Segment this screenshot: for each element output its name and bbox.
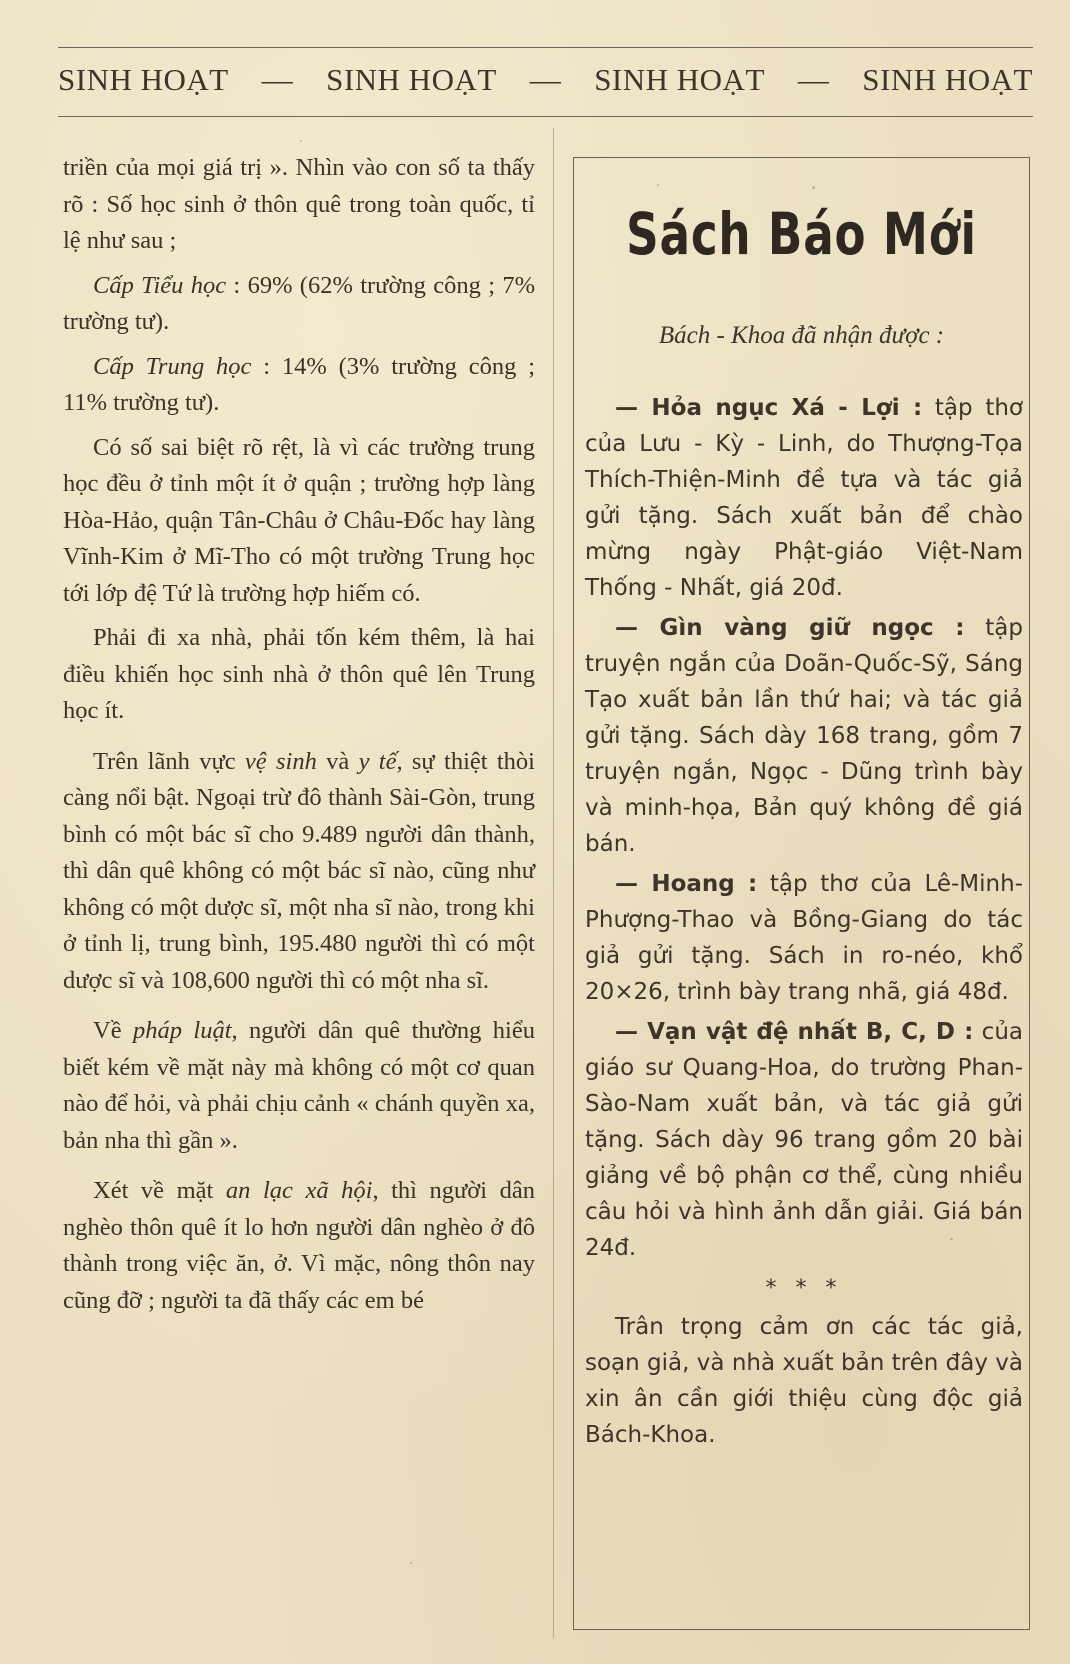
paragraph-law bbox=[63, 1013, 535, 1159]
welfare-text-b: , thì người dân nghèo thôn quê ít lo hơn người dân nghèo ở đô thành trong việc ăn, ở. Vì mặc, nông thôn nay cũng đỡ ; người ta đã thấy các em bé bbox=[63, 1177, 535, 1314]
primary-level-label: Cấp Tiểu học bbox=[93, 271, 227, 299]
column-divider bbox=[553, 128, 554, 1638]
health-em-medical: y tế bbox=[358, 747, 397, 775]
primary-level-stats: : 69% (62% trường công ; 7% trường tư). bbox=[63, 271, 536, 335]
new-books-list bbox=[585, 390, 1023, 1453]
article-column bbox=[63, 150, 535, 1319]
book-entry-4-title: — Vạn vật đệ nhất B, C, D : bbox=[615, 1019, 974, 1045]
law-text-b: , người dân quê thường hiểu biết kém về mặt này mà không có một cơ quan nào để hỏi, và phải chịu cảnh « chánh quyền xa, bản nha thì gần ». bbox=[63, 1017, 535, 1154]
paragraph-1: triền của mọi giá trị ». Nhìn vào con số ta thấy rõ : Số học sinh ở thôn quê trong toàn quốc, tỉ lệ như sau ; bbox=[63, 154, 535, 254]
paragraph-4: Có số sai biệt rõ rệt, là vì các trường trung học đều ở tỉnh một ít ở quận ; trường hợp làng Hòa-Hảo, quận Tân-Châu ở Châu-Đốc hay làng Vĩnh-Kim ở Mĩ-Tho có một trường Trung học tới lớp đệ Tứ là trường hợp hiếm có. bbox=[63, 433, 535, 607]
paragraph-health bbox=[63, 744, 535, 1000]
book-entry-3-title: — Hoang : bbox=[615, 871, 758, 897]
health-em-hygiene: vệ sinh bbox=[244, 747, 317, 775]
book-entry-4-desc: của giáo sư Quang-Hoa, do trường Phan-Sào-Nam xuất bản, và tác giả gửi tặng. Sách dày 96 trang gồm 20 bài giảng về bộ phận cơ thể, cùng nhiều câu hỏi và hình ảnh dẫn giải. Giá bán 24đ. bbox=[585, 1019, 1023, 1261]
paper-speck bbox=[410, 1562, 412, 1564]
paragraph-primary-level bbox=[63, 268, 535, 341]
paragraph-welfare bbox=[63, 1173, 535, 1319]
book-entry-4 bbox=[585, 1014, 1023, 1266]
header-dash-2: — bbox=[529, 62, 562, 97]
book-entry-1 bbox=[585, 390, 1023, 606]
secondary-level-label: Cấp Trung học bbox=[93, 352, 252, 380]
health-text-a: Trên lãnh vực bbox=[93, 747, 245, 775]
book-entry-1-title: — Hỏa ngục Xá - Lợi : bbox=[615, 395, 923, 421]
book-entry-1-desc: tập thơ của Lưu - Kỳ - Linh, do Thượng-Tọa Thích-Thiện-Minh đề tựa và tác giả gửi tặng. Sách xuất bản để chào mừng ngày Phật-giáo Việt-Nam Thống - Nhất, giá 20đ. bbox=[585, 395, 1023, 601]
header-section-4: SINH HOẠT bbox=[862, 62, 1033, 97]
paper-speck bbox=[812, 186, 815, 189]
welfare-text-a: Xét về mặt bbox=[93, 1177, 226, 1204]
new-books-subtitle: Bách - Khoa đã nhận được : bbox=[658, 322, 945, 349]
closing-note: Trân trọng cảm ơn các tác giả, soạn giả, và nhà xuất bản trên đây và xin ân cần giới thiệu cùng độc giả Bách-Khoa. bbox=[585, 1314, 1023, 1448]
law-em: pháp luật bbox=[132, 1017, 232, 1044]
header-section-3: SINH HOẠT bbox=[594, 62, 765, 97]
paper-speck bbox=[950, 1238, 953, 1240]
book-entry-2 bbox=[585, 610, 1023, 862]
book-entry-3-desc: tập thơ của Lê-Minh-Phượng-Thao và Bồng-Giang do tác giả gửi tặng. Sách in ro-néo, khổ 20×26, trình bày trang nhã, giá 48đ. bbox=[585, 871, 1023, 1005]
header-section-2: SINH HOẠT bbox=[326, 62, 497, 97]
book-entry-3 bbox=[585, 866, 1023, 1010]
paper-speck bbox=[657, 184, 659, 186]
header-dash-1: — bbox=[261, 62, 294, 97]
secondary-level-stats: : 14% (3% trường công ; 11% trường tư). bbox=[63, 352, 535, 416]
book-entry-2-title: — Gìn vàng giữ ngọc : bbox=[615, 615, 965, 641]
paragraph-secondary-level bbox=[63, 349, 535, 422]
header-section-1: SINH HOẠT bbox=[58, 62, 229, 97]
welfare-em: an lạc xã hội bbox=[225, 1177, 373, 1204]
book-entry-2-desc: tập truyện ngắn của Doãn-Quốc-Sỹ, Sáng Tạo xuất bản lần thứ hai; và tác giả gửi tặng. Sách dày 168 trang, gồm 7 truyện ngắn, Ngọc - Dũng trình bày và minh-họa, Bản quý không đề giá bán. bbox=[585, 615, 1024, 857]
new-books-title: Sách Báo Mới bbox=[626, 200, 977, 268]
header-dash-3: — bbox=[797, 62, 830, 97]
health-text-b: và bbox=[316, 747, 359, 775]
section-separator-stars: * * * bbox=[765, 1276, 843, 1301]
paper-speck bbox=[300, 140, 302, 142]
paragraph-5: Phải đi xa nhà, phải tốn kém thêm, là hai điều khiến học sinh nhà ở thôn quê lên Trung học ít. bbox=[63, 624, 535, 724]
health-text-c: , sự thiệt thòi càng nổi bật. Ngoại trừ đô thành Sài-Gòn, trung bình có một bác sĩ cho 9.489 người dân thành, thì dân quê không có một bác sĩ nào, cũng như không có một dược sĩ, một nha sĩ nào, trong khi ở tỉnh lị, trung bình, 195.480 người thì có một dược sĩ và 108,600 người thì có một nha sĩ. bbox=[63, 747, 535, 994]
law-text-a: Về bbox=[93, 1017, 133, 1044]
